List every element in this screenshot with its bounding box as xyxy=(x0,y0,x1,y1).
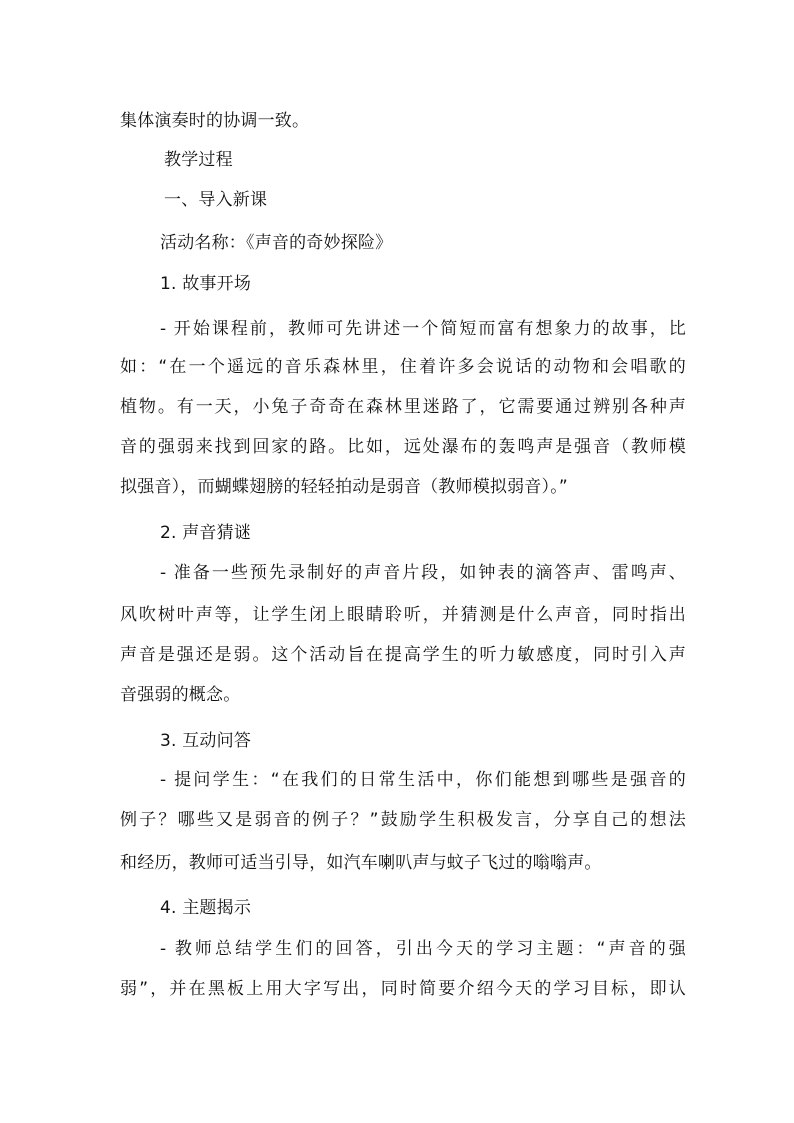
section-heading-intro: 一、导入新课 xyxy=(164,190,268,210)
heading-teaching-process: 教学过程 xyxy=(164,150,233,170)
paragraph-line: 拟强音），而蝴蝶翅膀的轻轻拍动是弱音（教师模拟弱音）。” xyxy=(120,477,568,497)
paragraph-line: 音强弱的概念。 xyxy=(120,685,241,705)
paragraph-line: - 开始课程前，教师可先讲述一个简短而富有想象力的故事，比 xyxy=(160,319,686,339)
step-heading-1: 1. 故事开场 xyxy=(160,274,252,294)
paragraph-line: 弱”，并在黑板上用大字写出，同时简要介绍今天的学习目标，即认 xyxy=(120,979,686,999)
paragraph-line: - 教师总结学生们的回答，引出今天的学习主题：“声音的强 xyxy=(160,939,686,959)
paragraph-line: 植物。有一天，小兔子奇奇在森林里迷路了，它需要通过辨别各种声 xyxy=(120,397,686,417)
step-heading-4: 4. 主题揭示 xyxy=(160,898,252,918)
paragraph-line: 和经历，教师可适当引导，如汽车喇叭声与蚊子飞过的嗡嗡声。 xyxy=(120,853,602,873)
paragraph-line: - 提问学生：“在我们的日常生活中，你们能想到哪些是强音的 xyxy=(160,770,686,790)
step-heading-3: 3. 互动问答 xyxy=(160,731,252,751)
paragraph-line: - 准备一些预先录制好的声音片段，如钟表的滴答声、雷鸣声、 xyxy=(160,563,686,583)
paragraph-line: 声音是强还是弱。这个活动旨在提高学生的听力敏感度，同时引入声 xyxy=(120,645,686,665)
activity-name: 活动名称：《声音的奇妙探险》 xyxy=(160,233,393,253)
step-heading-2: 2. 声音猜谜 xyxy=(160,523,252,543)
text-line-continuation: 集体演奏时的协调一致。 xyxy=(120,111,310,131)
paragraph-line: 音的强弱来找到回家的路。比如，远处瀑布的轰鸣声是强音（教师模 xyxy=(120,437,686,457)
paragraph-line: 例子？哪些又是弱音的例子？”鼓励学生积极发言，分享自己的想法 xyxy=(120,810,686,830)
paragraph-line: 风吹树叶声等，让学生闭上眼睛聆听，并猜测是什么声音，同时指出 xyxy=(120,605,686,625)
paragraph-line: 如：“在一个遥远的音乐森林里，住着许多会说话的动物和会唱歌的 xyxy=(120,357,686,377)
